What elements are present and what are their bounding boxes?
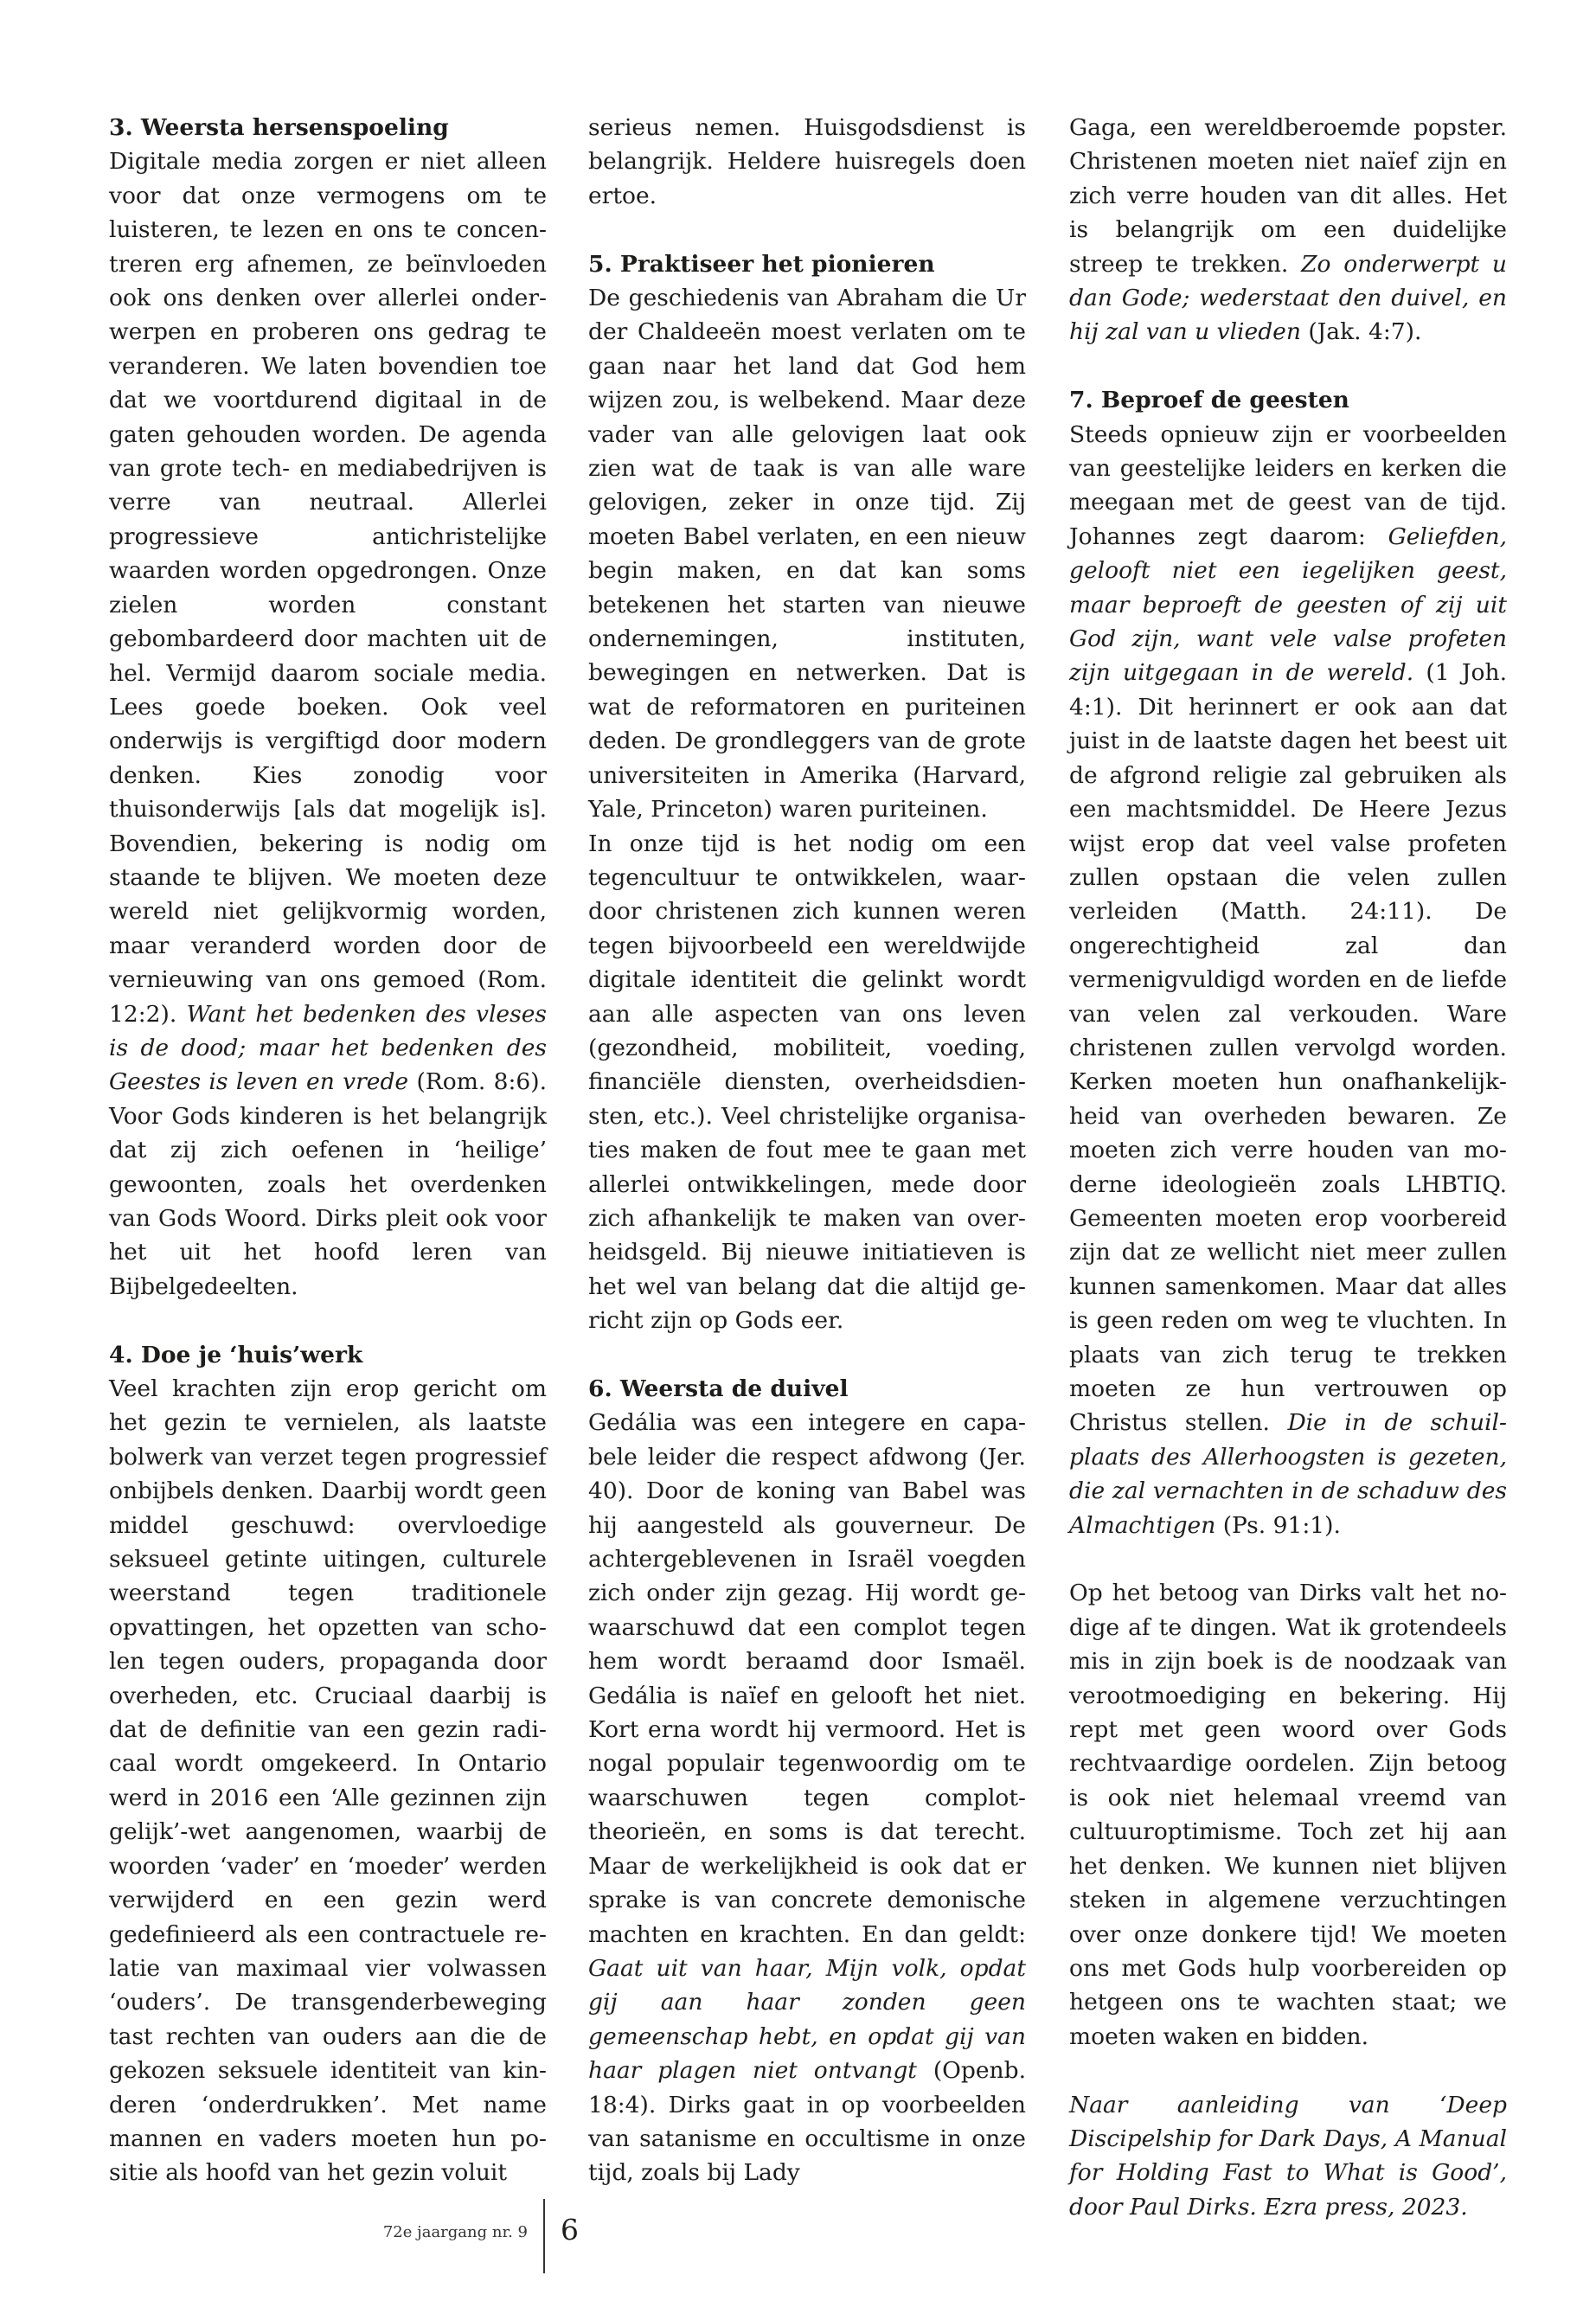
source-credit: Naar aanleiding van ‘Deep Discipelship for Dark Days, A Manual for Holding Fast to What is Good’, door Paul Dirks. Ezra press, 2023. <box>1069 2091 1507 2221</box>
body-paragraph <box>109 144 547 1304</box>
issue-label: 72e jaargang nr. 9 <box>382 2223 528 2241</box>
scripture-quote: Want het bedenken des vleses is de dood; maar het bedenken des Geestes is leven en vrede <box>109 1000 547 1096</box>
body-paragraph <box>588 1406 1026 2189</box>
scripture-quote: Zo onderwerpt u dan Gode; wederstaat den duivel, en hij zal van u vlieden <box>1069 250 1507 346</box>
column-3 <box>1069 111 1507 2224</box>
text-run: serieus nemen. Huisgodsdienst is belangrijk. Heldere huisregels doen ertoe. <box>588 114 1026 209</box>
text-run: (Rom. 8:6). Voor Gods kinderen is het belangrijk dat zij zich oefenen in ‘heilige’ gewoonten, zoals het overdenken van Gods Woord. Dirks pleit ook voor het uit het hoofd leren van Bijbelgedeelten. <box>109 1068 547 1300</box>
section-heading: 6. Weersta de duivel <box>588 1375 849 1402</box>
scripture-quote: Geliefden, gelooft niet een iegelijken geest, maar beproeft de geesten of zij uit God zijn, want vele valse profeten zijn uitgegaan in de wereld. <box>1069 522 1507 687</box>
section-spacer <box>1069 349 1507 383</box>
text-run: Gedália was een integere en capabele leider die respect afdwong (Jer. 40). Door de koning van Babel was hij aangesteld als gouverneur. De achtergeblevenen in Israël voegden zich onder zijn gezag. Hij wordt gewaarschuwd dat een complot tegen hem wordt beraamd door Ismaël. Gedália is naïef en gelooft het niet. Kort erna wordt hij vermoord. Het is nogal populair tegenwoordig om te waarschuwen tegen complottheorieën, en soms is dat terecht. Maar de werkelijkheid is ook dat er sprake is van concrete demonische machten en krachten. En dan geldt: <box>588 1409 1026 1948</box>
text-run: Veel krachten zijn erop gericht om het gezin te vernielen, als laatste bolwerk van verzet tegen progressief onbijbels denken. Daarbij wordt geen middel geschuwd: overvloedige seksueel getinte uitingen, culturele weerstand tegen traditionele opvattingen, het opzetten van scholen tegen ouders, propaganda door overheden, etc. Cruciaal daarbij is dat de definitie van een gezin radicaal wordt omgekeerd. In Ontario werd in 2016 een ‘Alle gezinnen zijn gelijk’-wet aangenomen, waarbij de woorden ‘vader’ en ‘moeder’ werden verwijderd en een gezin werd gedefinieerd als een contractuele relatie van maximaal vier volwassen ‘ouders’. De transgenderbeweging tast rechten van ouders aan die de gekozen seksuele identiteit van kinderen ‘onderdrukken’. Met name mannen en vaders moeten hun positie als hoofd van het gezin voluit <box>109 1375 547 2187</box>
page-number: 6 <box>561 2213 579 2247</box>
body-paragraph <box>588 281 1026 827</box>
section-spacer <box>1069 1542 1507 1576</box>
body-paragraph <box>1069 1576 1507 2054</box>
scripture-quote: Die in de schuilplaats des Allerhoogsten is gezeten, die zal vernachten in de schaduw des Almachtigen <box>1069 1409 1507 1539</box>
text-run: Steeds opnieuw zijn er voorbeelden van geestelijke leiders en kerken die meegaan met de geest van de tijd. Johannes zegt daarom: <box>1069 420 1507 550</box>
body-paragraph <box>1069 111 1507 349</box>
text-run: Op het betoog van Dirks valt het nodige af te dingen. Wat ik grotendeels mis in zijn boek is de noodzaak van verootmoediging en bekering. Hij rept met geen woord over Gods rechtvaardige oordelen. Zijn betoog is ook niet helemaal vreemd van cultuuroptimisme. Toch zet hij aan het denken. We kunnen niet blijven steken in algemene verzuchtingen over onze donkere tijd! We moeten ons met Gods hulp voorbereiden op hetgeen ons te wachten staat; we moeten waken en bidden. <box>1069 1580 1507 2050</box>
column-1 <box>109 111 547 2190</box>
text-run: Gaga, een wereldberoemde popster. Christenen moeten niet naïef zijn en zich verre houden van dit alles. Het is belangrijk om een duidelijke streep te trekken. <box>1069 114 1507 278</box>
section-spacer <box>588 1338 1026 1372</box>
section-heading: 5. Praktiseer het pionieren <box>588 250 935 278</box>
section-heading: 3. Weersta hersenspoeling <box>109 114 449 141</box>
section-heading: 4. Doe je ‘huis’werk <box>109 1341 363 1368</box>
scripture-quote: Gaat uit van haar, Mijn volk, opdat gij aan haar zonden geen gemeenschap hebt, en opdat gij van haar plagen niet ontvangt <box>588 1954 1026 2085</box>
text-run: De geschiedenis van Abraham die Ur der Chaldeeën moest verlaten om te gaan naar het land dat God hem wijzen zou, is welbekend. Maar deze vader van alle gelovigen laat ook zien wat de taak is van alle ware gelovigen, zeker in onze tijd. Zij moeten Babel verlaten, en een nieuw begin maken, en dat kan soms betekenen het starten van nieuwe ondernemingen, instituten, bewegingen en netwerken. Dat is wat de reformatoren en puriteinen deden. De grondleggers van de grote universiteiten in Amerika (Harvard, Yale, Princeton) waren puriteinen. <box>588 285 1026 824</box>
text-run: (Ps. 91:1). <box>1215 1511 1341 1539</box>
column-2 <box>588 111 1026 2190</box>
section-spacer <box>588 213 1026 247</box>
text-run: In onze tijd is het nodig om een tegencultuur te ontwikkelen, waardoor christenen zich kunnen weren tegen bijvoorbeeld een wereldwijde digitale identiteit die gelinkt wordt aan alle aspecten van ons leven (gezondheid, mobiliteit, voeding, financiële diensten, overheidsdiensten, etc.). Veel christelijke organisaties maken de fout mee te gaan met allerlei ontwikkelingen, mede door zich afhankelijk te maken van overheidsgeld. Bij nieuwe initiatieven is het wel van belang dat die altijd gericht zijn op Gods eer. <box>588 830 1026 1335</box>
body-paragraph <box>109 1372 547 2190</box>
text-run: Digitale media zorgen er niet alleen voor dat onze vermogens om te luisteren, te lezen en ons te concentreren erg afnemen, ze beïnvloeden ook ons denken over allerlei onderwerpen en proberen ons gedrag te veranderen. We laten bovendien toe dat we voortdurend digitaal in de gaten gehouden worden. De agenda van grote tech- en mediabedrijven is verre van neutraal. Allerlei progressieve antichristelijke waarden worden opgedrongen. Onze zielen worden constant gebombardeerd door machten uit de hel. Vermijd daarom sociale media. Lees goede boeken. Ook veel onderwijs is vergiftigd door modern denken. Kies zonodig voor thuisonderwijs [als dat mogelijk is]. Bovendien, bekering is nodig om staande te blijven. We moeten deze wereld niet gelijkvormig worden, maar veranderd worden door de vernieuwing van ons gemoed (Rom. 12:2). <box>109 148 547 1028</box>
section-heading: 7. Beproef de geesten <box>1069 387 1349 414</box>
text-run: (Jak. 4:7). <box>1300 318 1422 346</box>
footer-divider <box>543 2199 545 2273</box>
section-spacer <box>109 1304 547 1337</box>
text-run: (Openb. 18:4). Dirks gaat in op voorbeelden van satanisme en occultisme in onze tijd, zoals bij Lady <box>588 2057 1026 2187</box>
body-paragraph <box>588 111 1026 213</box>
body-paragraph <box>588 827 1026 1338</box>
section-spacer <box>1069 2054 1507 2087</box>
text-run: (1 Joh. 4:1). Dit herinnert er ook aan dat juist in de laatste dagen het beest uit de afgrond religie zal gebruiken als een machtsmiddel. De Heere Jezus wijst erop dat veel valse profeten zullen opstaan die velen zullen verleiden (Matth. 24:11). De ongerechtigheid zal dan vermenigvuldigd worden en de liefde van velen zal verkouden. Ware christenen zullen vervolgd worden. Kerken moeten hun onafhankelijkheid van overheden bewaren. Ze moeten zich verre houden van moderne ideologieën zoals LHBTIQ. Gemeenten moeten erop voorbereid zijn dat ze wellicht niet meer zullen kunnen samenkomen. Maar dat alles is geen reden om weg te vluchten. In plaats van zich terug te trekken moeten ze hun vertrouwen op Christus stellen. <box>1069 659 1507 1437</box>
body-paragraph <box>1069 418 1507 1542</box>
